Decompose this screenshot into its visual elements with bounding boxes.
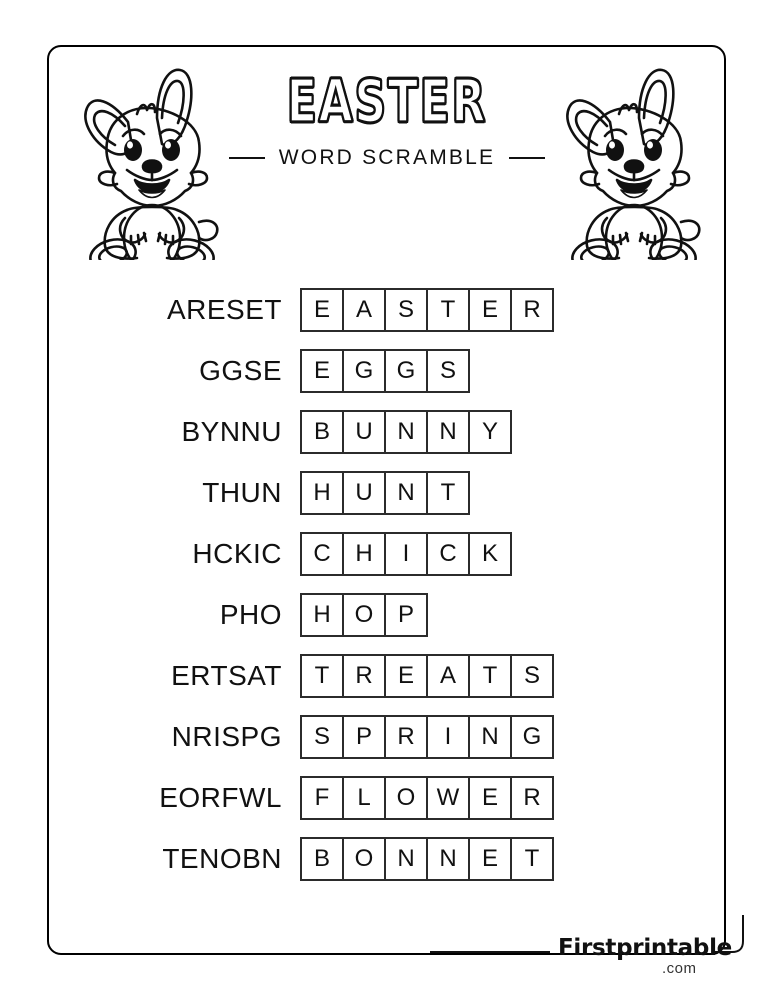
answer-letter-box[interactable]: K [468,532,512,576]
scramble-row [47,532,726,593]
bunny-left-icon [65,60,240,260]
page-subtitle: WORD SCRAMBLE [278,146,496,169]
answer-letter-box[interactable]: N [384,410,428,454]
answer-letter-box[interactable]: R [510,776,554,820]
answer-letter-box[interactable]: B [300,837,344,881]
worksheet-header [47,50,726,265]
word-scramble-list [47,288,726,898]
answer-boxes [300,654,554,698]
answer-letter-box[interactable]: G [342,349,386,393]
answer-letter-box[interactable]: W [426,776,470,820]
answer-letter-box[interactable]: A [426,654,470,698]
subtitle-dash-left [229,157,265,159]
scrambled-word: PHO [219,599,282,630]
scramble-row [47,654,726,715]
scramble-row [47,471,726,532]
scrambled-word: ARESET [166,294,282,325]
answer-boxes [300,593,428,637]
answer-letter-box[interactable]: O [342,837,386,881]
answer-boxes [300,471,470,515]
scramble-row [47,776,726,837]
scramble-row [47,715,726,776]
answer-letter-box[interactable]: I [384,532,428,576]
scramble-row [47,349,726,410]
answer-boxes [300,532,512,576]
answer-letter-box[interactable]: O [384,776,428,820]
answer-letter-box[interactable]: O [342,593,386,637]
brand-name: Firstprintable [558,935,732,961]
scramble-row [47,837,726,898]
answer-letter-box[interactable]: N [384,471,428,515]
answer-letter-box[interactable]: P [342,715,386,759]
scrambled-word: ERTSAT [171,660,282,691]
logo-hook-icon [712,915,750,955]
subtitle-row [227,146,547,170]
answer-letter-box[interactable]: T [426,288,470,332]
brand-tld: .com [662,960,697,977]
answer-letter-box[interactable]: T [426,471,470,515]
scramble-row [47,410,726,471]
answer-letter-box[interactable]: R [510,288,554,332]
answer-letter-box[interactable]: E [468,776,512,820]
answer-letter-box[interactable]: N [384,837,428,881]
answer-letter-box[interactable]: E [384,654,428,698]
logo-rule [430,951,550,953]
footer-logo [430,925,750,985]
answer-letter-box[interactable]: P [384,593,428,637]
page-title: EASTER [286,67,488,136]
answer-letter-box[interactable]: U [342,471,386,515]
answer-letter-box[interactable]: U [342,410,386,454]
answer-letter-box[interactable]: C [426,532,470,576]
answer-boxes [300,349,470,393]
answer-letter-box[interactable]: N [426,410,470,454]
answer-letter-box[interactable]: S [384,288,428,332]
answer-letter-box[interactable]: E [300,288,344,332]
subtitle-dash-right [509,157,545,159]
scrambled-word: NRISPG [171,721,282,752]
answer-letter-box[interactable]: E [300,349,344,393]
scrambled-word: HCKIC [192,538,282,569]
answer-boxes [300,288,554,332]
answer-boxes [300,776,554,820]
answer-boxes [300,715,554,759]
answer-letter-box[interactable]: H [342,532,386,576]
answer-letter-box[interactable]: I [426,715,470,759]
answer-letter-box[interactable]: T [300,654,344,698]
answer-letter-box[interactable]: L [342,776,386,820]
answer-letter-box[interactable]: S [510,654,554,698]
answer-boxes [300,837,554,881]
answer-letter-box[interactable]: S [300,715,344,759]
scrambled-word: EORFWL [159,782,282,813]
answer-letter-box[interactable]: T [468,654,512,698]
answer-letter-box[interactable]: B [300,410,344,454]
scramble-row [47,288,726,349]
answer-boxes [300,410,512,454]
scrambled-word: BYNNU [181,416,282,447]
answer-letter-box[interactable]: H [300,593,344,637]
scrambled-word: THUN [202,477,282,508]
title-block [227,67,547,170]
answer-letter-box[interactable]: Y [468,410,512,454]
answer-letter-box[interactable]: A [342,288,386,332]
answer-letter-box[interactable]: R [384,715,428,759]
answer-letter-box[interactable]: N [468,715,512,759]
scrambled-word: TENOBN [162,843,282,874]
answer-letter-box[interactable]: T [510,837,554,881]
scrambled-word: GGSE [199,355,282,386]
answer-letter-box[interactable]: G [510,715,554,759]
answer-letter-box[interactable]: S [426,349,470,393]
scramble-row [47,593,726,654]
answer-letter-box[interactable]: H [300,471,344,515]
answer-letter-box[interactable]: G [384,349,428,393]
answer-letter-box[interactable]: E [468,288,512,332]
answer-letter-box[interactable]: N [426,837,470,881]
bunny-right-icon [547,60,722,260]
answer-letter-box[interactable]: C [300,532,344,576]
answer-letter-box[interactable]: R [342,654,386,698]
answer-letter-box[interactable]: F [300,776,344,820]
answer-letter-box[interactable]: E [468,837,512,881]
